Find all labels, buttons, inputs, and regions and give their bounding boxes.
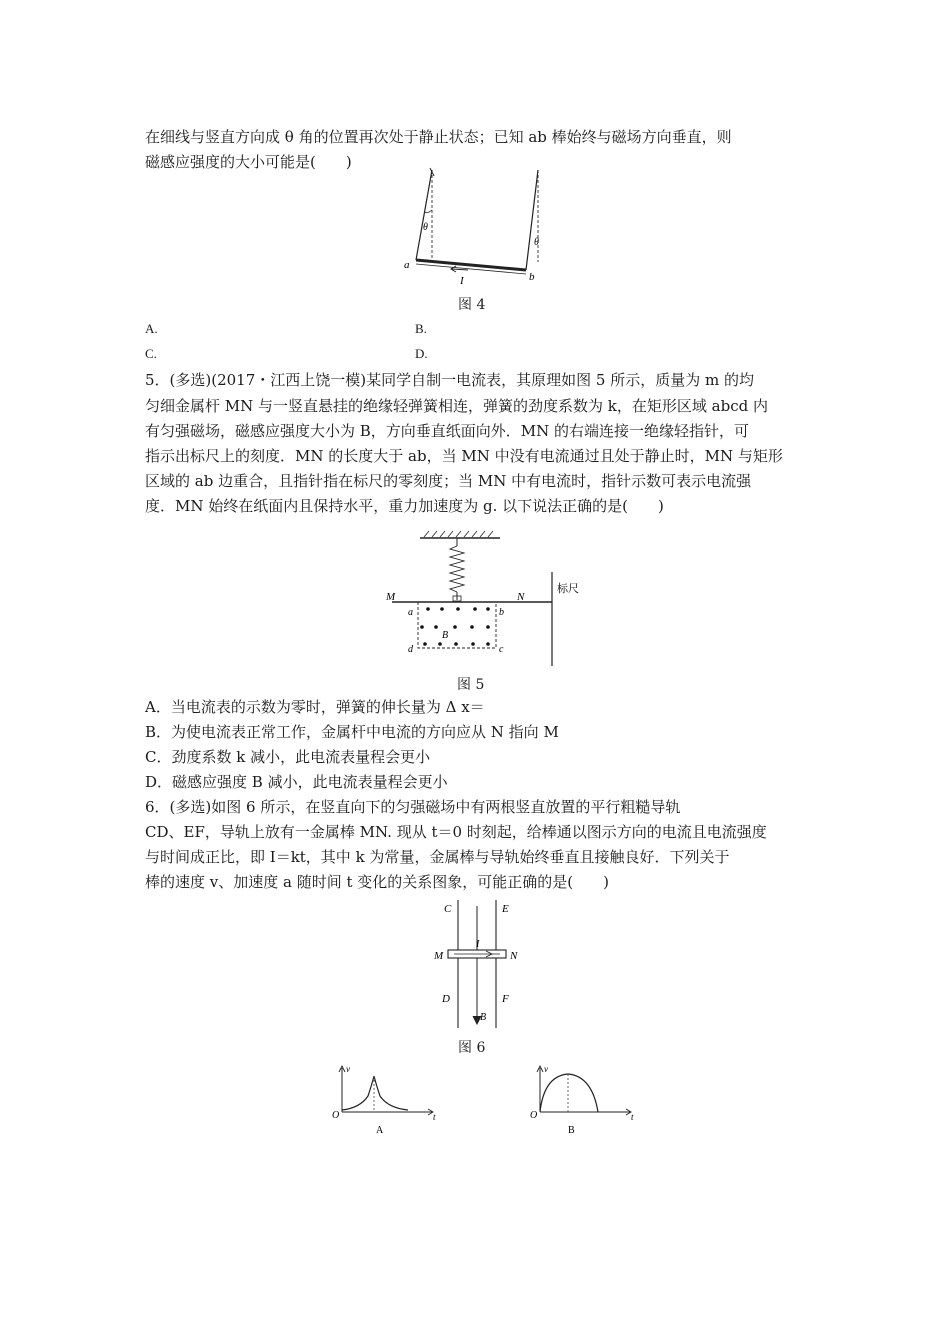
figure-4-label-b: b bbox=[529, 271, 535, 283]
figure-5-label-B: B bbox=[442, 630, 449, 641]
q5-text-line-5: 区域的 ab 边重合，且指针指在标尺的零刻度；当 MN 中有电流时，指针示数可表示电流强 bbox=[145, 472, 752, 490]
figure-5-label-c: c bbox=[499, 644, 504, 655]
graph-b-origin: O bbox=[530, 1110, 538, 1121]
q5-text-line-1: 5．(多选)(2017・江西上饶一模)某同学自制一电流表，其原理如图 5 所示，质量为 m 的均 bbox=[145, 371, 754, 389]
q6-text-line-3: 与时间成正比，即 I＝kt，其中 k 为常量，金属棒与导轨始终垂直且接触良好．下列关于 bbox=[145, 848, 730, 866]
figure-6-label-M: M bbox=[434, 950, 444, 962]
figure-4-label-a: a bbox=[404, 259, 410, 271]
graph-b bbox=[528, 1062, 638, 1137]
figure-5-label-a: a bbox=[408, 607, 413, 618]
q4-option-a: A. bbox=[145, 321, 158, 336]
graph-b-caption: B bbox=[568, 1125, 575, 1136]
q5-text-line-6: 度．MN 始终在纸面内且保持水平，重力加速度为 g. 以下说法正确的是( ) bbox=[145, 497, 664, 515]
figure-4-caption: 图 4 bbox=[458, 297, 486, 313]
figure-6-label-C: C bbox=[444, 903, 452, 915]
graph-a-x-label: t bbox=[433, 1112, 436, 1122]
graph-a-y-label: v bbox=[346, 1064, 350, 1074]
figure-4-diagram bbox=[390, 170, 560, 290]
graph-a-caption: A bbox=[376, 1125, 384, 1136]
figure-5-label-N: N bbox=[517, 591, 525, 603]
figure-6-diagram bbox=[428, 898, 528, 1033]
q4-text-line-1: 在细线与竖直方向成 θ 角的位置再次处于静止状态；已知 ab 棒始终与磁场方向垂直，则 bbox=[145, 128, 732, 146]
figure-6-label-D: D bbox=[442, 993, 450, 1005]
figure-6-label-N: N bbox=[510, 950, 518, 962]
figure-6-caption: 图 6 bbox=[458, 1040, 486, 1056]
figure-5-label-b: b bbox=[499, 607, 504, 618]
q5-text-line-3: 有匀强磁场，磁感应强度大小为 B，方向垂直纸面向外．MN 的右端连接一绝缘轻指针，可 bbox=[145, 422, 750, 440]
graph-b-y-label: v bbox=[544, 1064, 548, 1074]
figure-5-diagram bbox=[380, 520, 580, 670]
figure-5-label-M: M bbox=[386, 591, 396, 603]
theta-right-label: θ bbox=[534, 237, 539, 248]
figure-6-label-E: E bbox=[502, 903, 509, 915]
q6-text-line-1: 6．(多选)如图 6 所示，在竖直向下的匀强磁场中有两根竖直放置的平行粗糙导轨 bbox=[145, 798, 681, 816]
figure-4-label-I: I bbox=[460, 275, 464, 287]
graph-a bbox=[330, 1062, 440, 1137]
graph-a-origin: O bbox=[332, 1110, 340, 1121]
figure-5-label-d: d bbox=[408, 644, 413, 655]
theta-left-label: θ bbox=[423, 222, 428, 233]
q5-option-a: A．当电流表的示数为零时，弹簧的伸长量为 Δ x＝ bbox=[145, 698, 485, 716]
scale-label: 标尺 bbox=[557, 583, 579, 595]
figure-6-label-I: I bbox=[476, 939, 480, 950]
q4-text-line-2: 磁感应强度的大小可能是( ) bbox=[145, 153, 352, 171]
q5-option-c: C．劲度系数 k 减小，此电流表量程会更小 bbox=[145, 748, 431, 766]
q5-text-line-4: 指示出标尺上的刻度．MN 的长度大于 ab，当 MN 中没有电流通过且处于静止时，MN 与矩形 bbox=[145, 447, 783, 465]
q6-text-line-2: CD、EF，导轨上放有一金属棒 MN. 现从 t＝0 时刻起，给棒通以图示方向的电流且电流强度 bbox=[145, 823, 767, 841]
q4-option-c: C. bbox=[145, 346, 157, 361]
figure-6-label-B: B bbox=[480, 1012, 487, 1023]
q4-option-d: D. bbox=[415, 346, 428, 361]
q5-text-line-2: 匀细金属杆 MN 与一竖直悬挂的绝缘轻弹簧相连，弹簧的劲度系数为 k，在矩形区域 abcd 内 bbox=[145, 397, 768, 415]
figure-5-caption: 图 5 bbox=[457, 677, 485, 693]
q5-option-d: D．磁感应强度 B 减小，此电流表量程会更小 bbox=[145, 773, 448, 791]
q5-option-b: B．为使电流表正常工作，金属杆中电流的方向应从 N 指向 M bbox=[145, 723, 559, 741]
graph-b-x-label: t bbox=[631, 1112, 634, 1122]
q4-option-b: B. bbox=[415, 321, 427, 336]
figure-6-label-F: F bbox=[502, 993, 509, 1005]
q6-text-line-4: 棒的速度 v、加速度 a 随时间 t 变化的关系图象，可能正确的是( ) bbox=[145, 873, 609, 891]
